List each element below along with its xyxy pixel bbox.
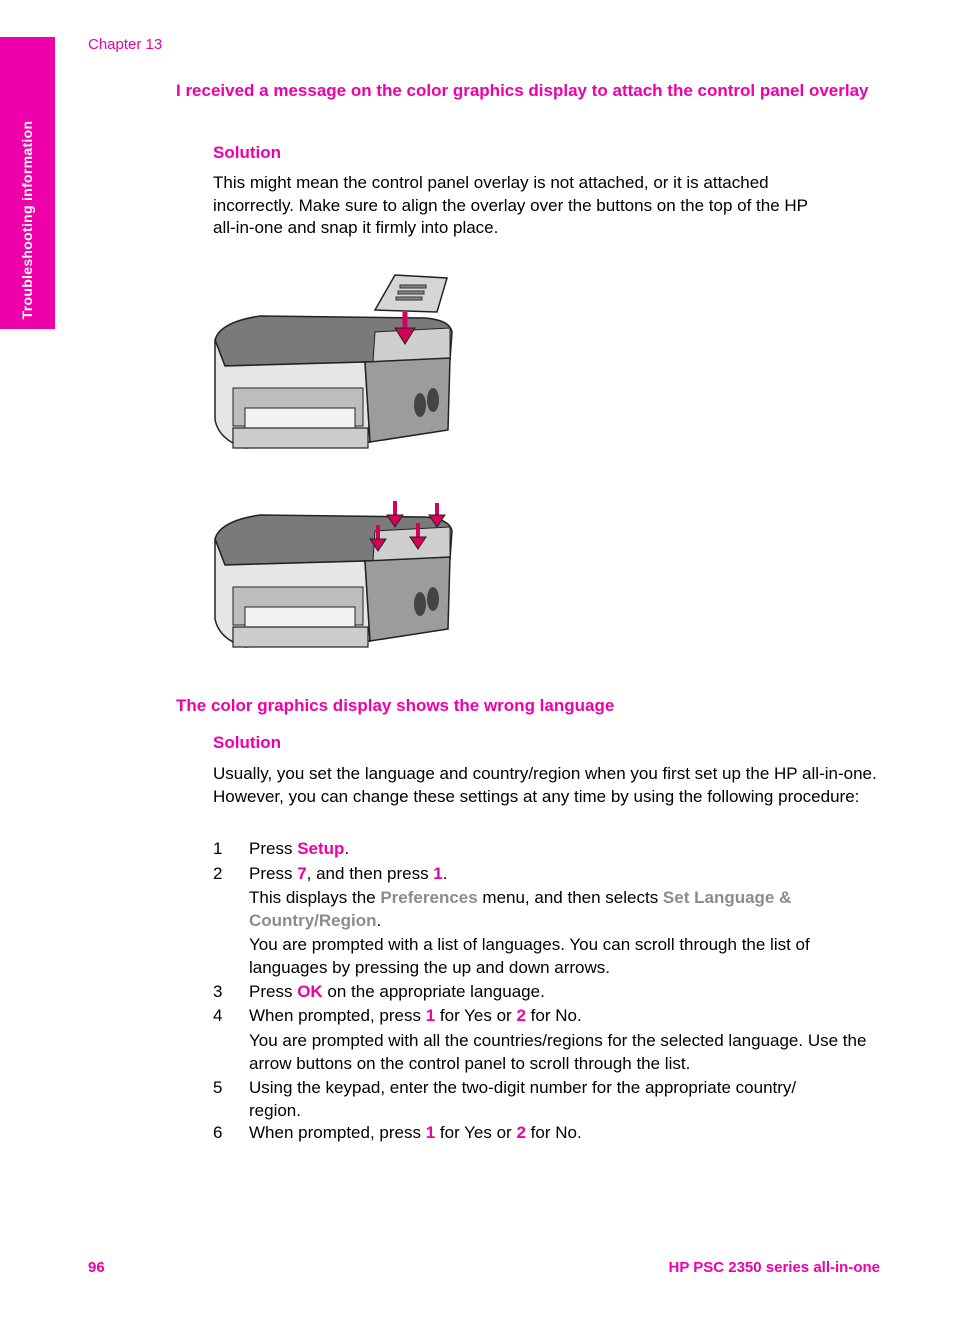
solution-intro-2: Usually, you set the language and country/region when you first set up the HP all-in-one. However, you can change these settings at any time by using the following procedure: [213,764,877,806]
step-4-note: You are prompted with all the countries/regions for the selected language. Use the arrow buttons on the control panel to scroll through the list. [249,1031,867,1073]
step-number: 3 [213,982,223,1001]
step-text: When prompted, press [249,1006,426,1025]
side-tab [0,37,55,329]
step-text: for No. [525,1006,582,1025]
step-2-note [249,887,849,932]
step-number: 5 [213,1078,223,1097]
note-text: This displays the [249,888,381,907]
key-1: 1 [425,1123,436,1142]
step-text: When prompted, press [249,1123,426,1142]
step-number: 4 [213,1006,223,1025]
step-number: 1 [213,839,223,858]
step-text: Press [249,839,298,858]
key-1: 1 [425,1006,436,1025]
step-text: for No. [525,1123,582,1142]
key-2: 2 [516,1123,526,1142]
side-tab-label: Troubleshooting information [19,120,35,320]
section-heading-language: The color graphics display shows the wrong language [176,696,615,715]
step-number: 2 [213,864,223,883]
solution-label-1: Solution [213,143,281,162]
key-2: 2 [516,1006,526,1025]
ok-key: OK [297,982,323,1001]
printer-overlay-figure-1 [205,270,460,465]
solution-body-1: This might mean the control panel overlay is not attached, or it is attached incorrectly. Make sure to align the overlay over the buttons on the top of the HP all-in-one and snap it firmly into place. [213,173,808,238]
chapter-header: Chapter 13 [88,36,163,53]
step-text: on the appropriate language. [322,982,545,1001]
step-text: for Yes or [435,1006,517,1025]
step-text: , and then press [306,864,434,883]
step-text: Press [249,864,298,883]
footer-product: HP PSC 2350 series all-in-one [668,1259,880,1276]
step-text: . [344,839,350,858]
setup-key: Setup [297,839,345,858]
step-text: . [442,864,448,883]
solution-label-2: Solution [213,733,281,752]
preferences-menu: Preferences [380,888,478,907]
note-text: . [376,910,382,930]
section-heading-overlay: I received a message on the color graphics display to attach the control panel overlay [176,81,869,100]
step-2-note-2: You are prompted with a list of languages. You can scroll through the list of languages by pressing the up and down arrows. [249,935,810,977]
step-text-line-1: Using the keypad, enter the two-digit number for the appropriate country/ [249,1078,797,1097]
step-number: 6 [213,1123,223,1142]
step-text-line-2: region. [249,1100,301,1120]
printer-overlay-figure-2 [205,495,460,660]
step-text: for Yes or [435,1123,517,1142]
set-language-item: Set Language & Country/Region [249,888,792,930]
page-number: 96 [88,1259,105,1276]
key-1: 1 [433,864,443,883]
note-text: menu, and then selects [477,888,663,907]
step-text: Press [249,982,298,1001]
key-7: 7 [297,864,307,883]
